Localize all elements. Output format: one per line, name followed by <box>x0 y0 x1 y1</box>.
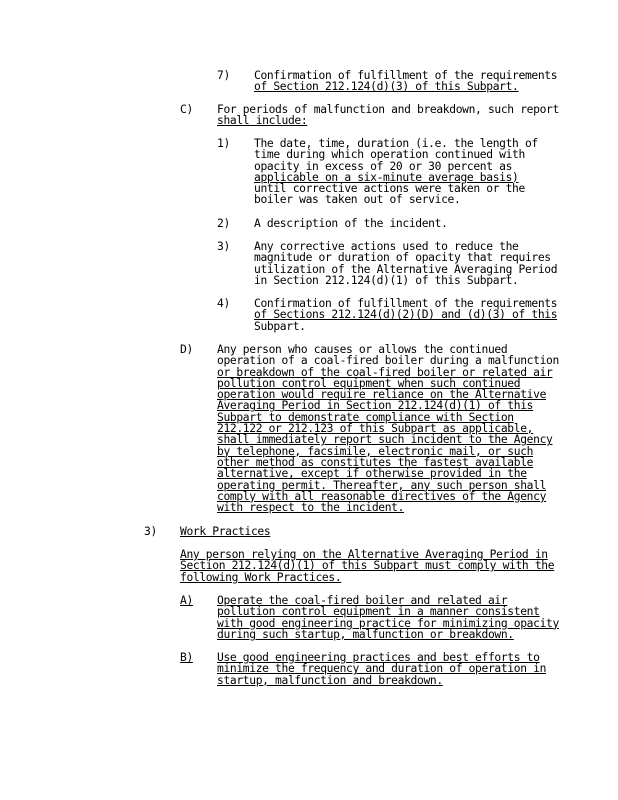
item-d-line: comply with all reasonable directives of the Agency <box>217 489 547 503</box>
item-d-line: shall immediately report such incident to the Agency <box>217 433 553 447</box>
item-3-a-line: pollution control equipment in a manner consistent <box>217 605 540 619</box>
item-c-1-line: boiler was taken out of service. <box>254 193 461 207</box>
item-3-intro <box>180 549 554 583</box>
item-d-line: 212.122 or 212.123 of this Subpart as applicable, <box>217 422 534 436</box>
item-3-a-line: with good engineering practice for minimizing opacity <box>217 616 559 630</box>
item-3-b-line: startup, malfunction and breakdown. <box>217 673 443 687</box>
item-d-line: with respect to the incident. <box>217 501 405 515</box>
item-3-a-marker: A) <box>180 594 193 607</box>
item-c-2-marker: 2) <box>217 217 230 230</box>
item-d-line: operating permit. Thereafter, any such person shall <box>217 478 547 492</box>
item-c-2-line: A description of the incident. <box>254 217 448 230</box>
item-d-line: Averaging Period in Section 212.124(d)(1) of this <box>217 399 534 413</box>
item-c-1-line: opacity in excess of 20 or 30 percent as <box>254 159 513 173</box>
item-c-3-line: utilization of the Alternative Averaging Period <box>254 262 558 276</box>
item-3-intro-line: Section 212.124(d)(1) of this Subpart must comply with the <box>180 559 555 573</box>
item-7-line: of Section 212.124(d)(3) of this Subpart. <box>254 80 519 94</box>
item-c-1-line: until corrective actions were taken or the <box>254 182 525 196</box>
item-3-intro-line: Any person relying on the Alternative Averaging Period in <box>180 548 548 561</box>
item-c-3-line: in Section 212.124(d)(1) of this Subpart. <box>254 273 519 287</box>
item-c-line: shall include: <box>217 114 308 128</box>
item-7-line: Confirmation of fulfillment of the requirements <box>254 69 558 82</box>
item-c-1-line: applicable on a six-minute average basis) <box>254 170 519 184</box>
section-heading: Work Practices <box>180 525 271 538</box>
item-c-3-line: magnitude or duration of opacity that requires <box>254 251 551 265</box>
item-d-line: Any person who causes or allows the continued <box>217 343 508 356</box>
item-c-1-line: time during which operation continued with <box>254 148 525 162</box>
item-d-line: operation would require reliance on the Alternative <box>217 388 547 402</box>
item-d-line: pollution control equipment when such continued <box>217 376 521 390</box>
item-d-marker: D) <box>180 343 193 356</box>
item-d-line: or breakdown of the coal-fired boiler or related air <box>217 365 553 379</box>
item-c-3-line: Any corrective actions used to reduce the <box>254 240 519 253</box>
item-c-1-marker: 1) <box>217 137 230 150</box>
item-d-line: operation of a coal-fired boiler during a malfunction <box>217 354 559 368</box>
item-c-4-line: Subpart. <box>254 319 306 333</box>
item-d-line: alternative, except if otherwise provided in the <box>217 467 527 481</box>
item-d-line: by telephone, facsimile, electronic mail, or such <box>217 444 534 458</box>
item-3-b-marker: B) <box>180 651 193 664</box>
item-d-line: other method as constitutes the fastest available <box>217 455 534 469</box>
item-c-marker: C) <box>180 103 193 116</box>
item-c-4-line: Confirmation of fulfillment of the requirements <box>254 297 558 310</box>
item-3-b-line: minimize the frequency and duration of operation in <box>217 662 547 676</box>
item-3-marker: 3) <box>144 525 157 538</box>
item-c-4-marker: 4) <box>217 297 230 310</box>
item-c-4-line: of Sections 212.124(d)(2)(D) and (d)(3) of this <box>254 308 558 322</box>
item-3-b-line: Use good engineering practices and best efforts to <box>217 651 540 664</box>
item-c-3-marker: 3) <box>217 240 230 253</box>
item-c-line: For periods of malfunction and breakdown, such report <box>217 103 559 116</box>
item-3-intro-line: following Work Practices. <box>180 570 342 584</box>
item-3-a-line: during such startup, malfunction or breakdown. <box>217 627 514 641</box>
item-c-1-line: The date, time, duration (i.e. the length of <box>254 137 538 150</box>
item-7-marker: 7) <box>217 69 230 82</box>
item-3-a-line: Operate the coal-fired boiler and related air <box>217 594 508 607</box>
item-d-line: Subpart to demonstrate compliance with Section <box>217 410 514 424</box>
